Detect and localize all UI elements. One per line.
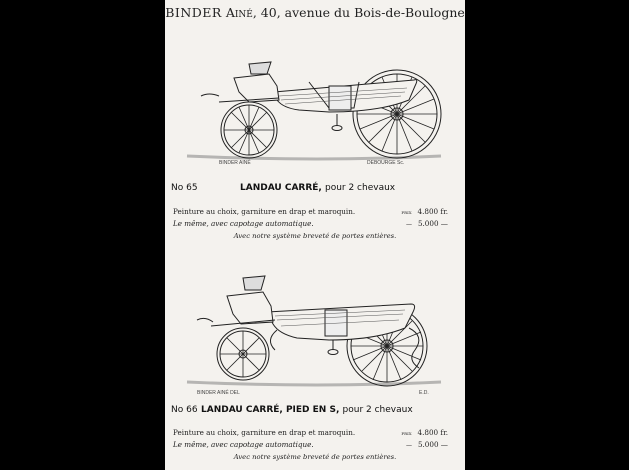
price-prefix: — xyxy=(405,442,412,449)
model-title-text: LANDAU CARRÉ, xyxy=(240,183,322,193)
price-value xyxy=(406,440,448,449)
price-amount: 5.000 — xyxy=(417,440,448,449)
price-line xyxy=(173,207,458,216)
company-name: BINDER xyxy=(165,5,222,20)
price-value xyxy=(406,219,448,228)
engraver-credit-right: DEBOURGE Sc. xyxy=(367,160,405,166)
price-prefix: prix xyxy=(401,209,412,216)
model-title xyxy=(201,405,413,415)
price-line xyxy=(173,219,458,228)
model-number: No 65 xyxy=(171,183,198,193)
engraver-credit-left: BINDER AINÉ xyxy=(219,160,251,166)
patent-note: Avec notre système breveté de portes entières. xyxy=(233,453,397,461)
price-amount: 5.000 — xyxy=(417,219,448,228)
engraver-credit-right: E.D. xyxy=(419,390,429,396)
carriage-engraving-66 xyxy=(179,270,451,402)
page-header xyxy=(165,5,465,20)
price-line-description: Peinture au choix, garniture en drap et maroquin. xyxy=(173,207,356,216)
price-value xyxy=(401,207,448,216)
price-prefix: — xyxy=(405,221,412,228)
price-amount: 4.800 fr. xyxy=(417,207,448,216)
patent-note: Avec notre système breveté de portes entières. xyxy=(233,232,397,240)
price-prefix: prix xyxy=(401,430,412,437)
catalog-page xyxy=(165,0,465,470)
price-line-description: Le même, avec capotage automatique. xyxy=(173,440,314,449)
model-title xyxy=(240,183,395,193)
model-title-text: LANDAU CARRÉ, PIED EN S, xyxy=(201,405,340,415)
company-suffix: Ainé xyxy=(225,5,253,20)
carriage-engraving-65 xyxy=(179,52,451,170)
landau-carre-illustration xyxy=(179,52,451,170)
price-line xyxy=(173,440,458,449)
company-address: , 40, avenue du Bois-de-Boulogne xyxy=(252,5,465,20)
model-subtitle: pour 2 chevaux xyxy=(324,183,396,193)
engraver-credit-left: BINDER AINÉ DEL xyxy=(197,390,240,396)
price-amount: 4.800 fr. xyxy=(417,428,448,437)
price-value xyxy=(401,428,448,437)
model-number: No 66 xyxy=(171,405,198,415)
price-line-description: Le même, avec capotage automatique. xyxy=(173,219,314,228)
price-line xyxy=(173,428,458,437)
price-line-description: Peinture au choix, garniture en drap et maroquin. xyxy=(173,428,356,437)
landau-carre-pied-en-s-illustration xyxy=(179,270,451,402)
model-subtitle: pour 2 chevaux xyxy=(342,405,413,415)
